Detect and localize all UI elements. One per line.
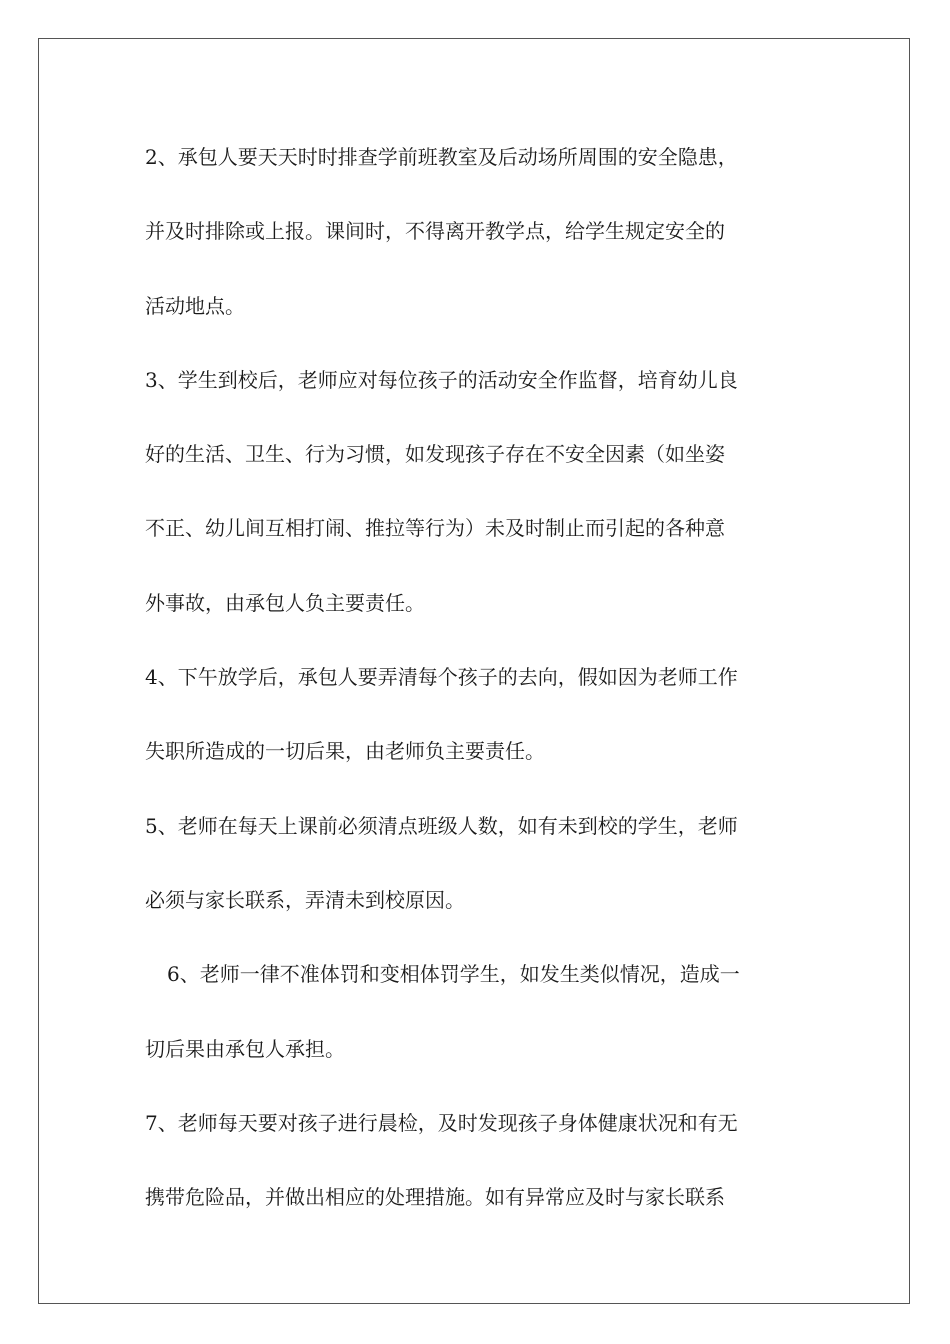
text-line: 3、学生到校后，老师应对每位孩子的活动安全作监督，培育幼儿良 — [145, 367, 738, 392]
text-line: 2、承包人要天天时时排查学前班教室及后动场所周围的安全隐患， — [145, 145, 738, 169]
text-line: 4、下午放学后，承包人要弄清每个孩子的去向，假如因为老师工作 — [145, 665, 738, 690]
text-line: 外事故，由承包人负主要责任。 — [145, 590, 425, 615]
text-line: 失职所造成的一切后果，由老师负主要责任。 — [145, 739, 545, 764]
text-line: 7、老师每天要对孩子进行晨检，及时发现孩子身体健康状况和有无 — [145, 1110, 738, 1135]
text-line: 活动地点。 — [145, 293, 245, 318]
text-line: 不正、幼儿间互相打闹、推拉等行为）未及时制止而引起的各种意 — [145, 516, 725, 541]
text-line: 切后果由承包人承担。 — [145, 1036, 345, 1061]
text-line: 好的生活、卫生、行为习惯，如发现孩子存在不安全因素（如坐姿 — [145, 442, 725, 467]
document-body — [145, 120, 825, 1234]
text-line: 6、老师一律不准体罚和变相体罚学生，如发生类似情况，造成一 — [167, 962, 740, 987]
text-line: 5、老师在每天上课前必须清点班级人数，如有未到校的学生，老师 — [145, 813, 738, 838]
text-line: 必须与家长联系，弄清未到校原因。 — [145, 887, 465, 912]
text-line: 并及时排除或上报。课间时，不得离开教学点，给学生规定安全的 — [145, 219, 725, 244]
text-line: 携带危险品，并做出相应的处理措施。如有异常应及时与家长联系 — [145, 1185, 725, 1210]
